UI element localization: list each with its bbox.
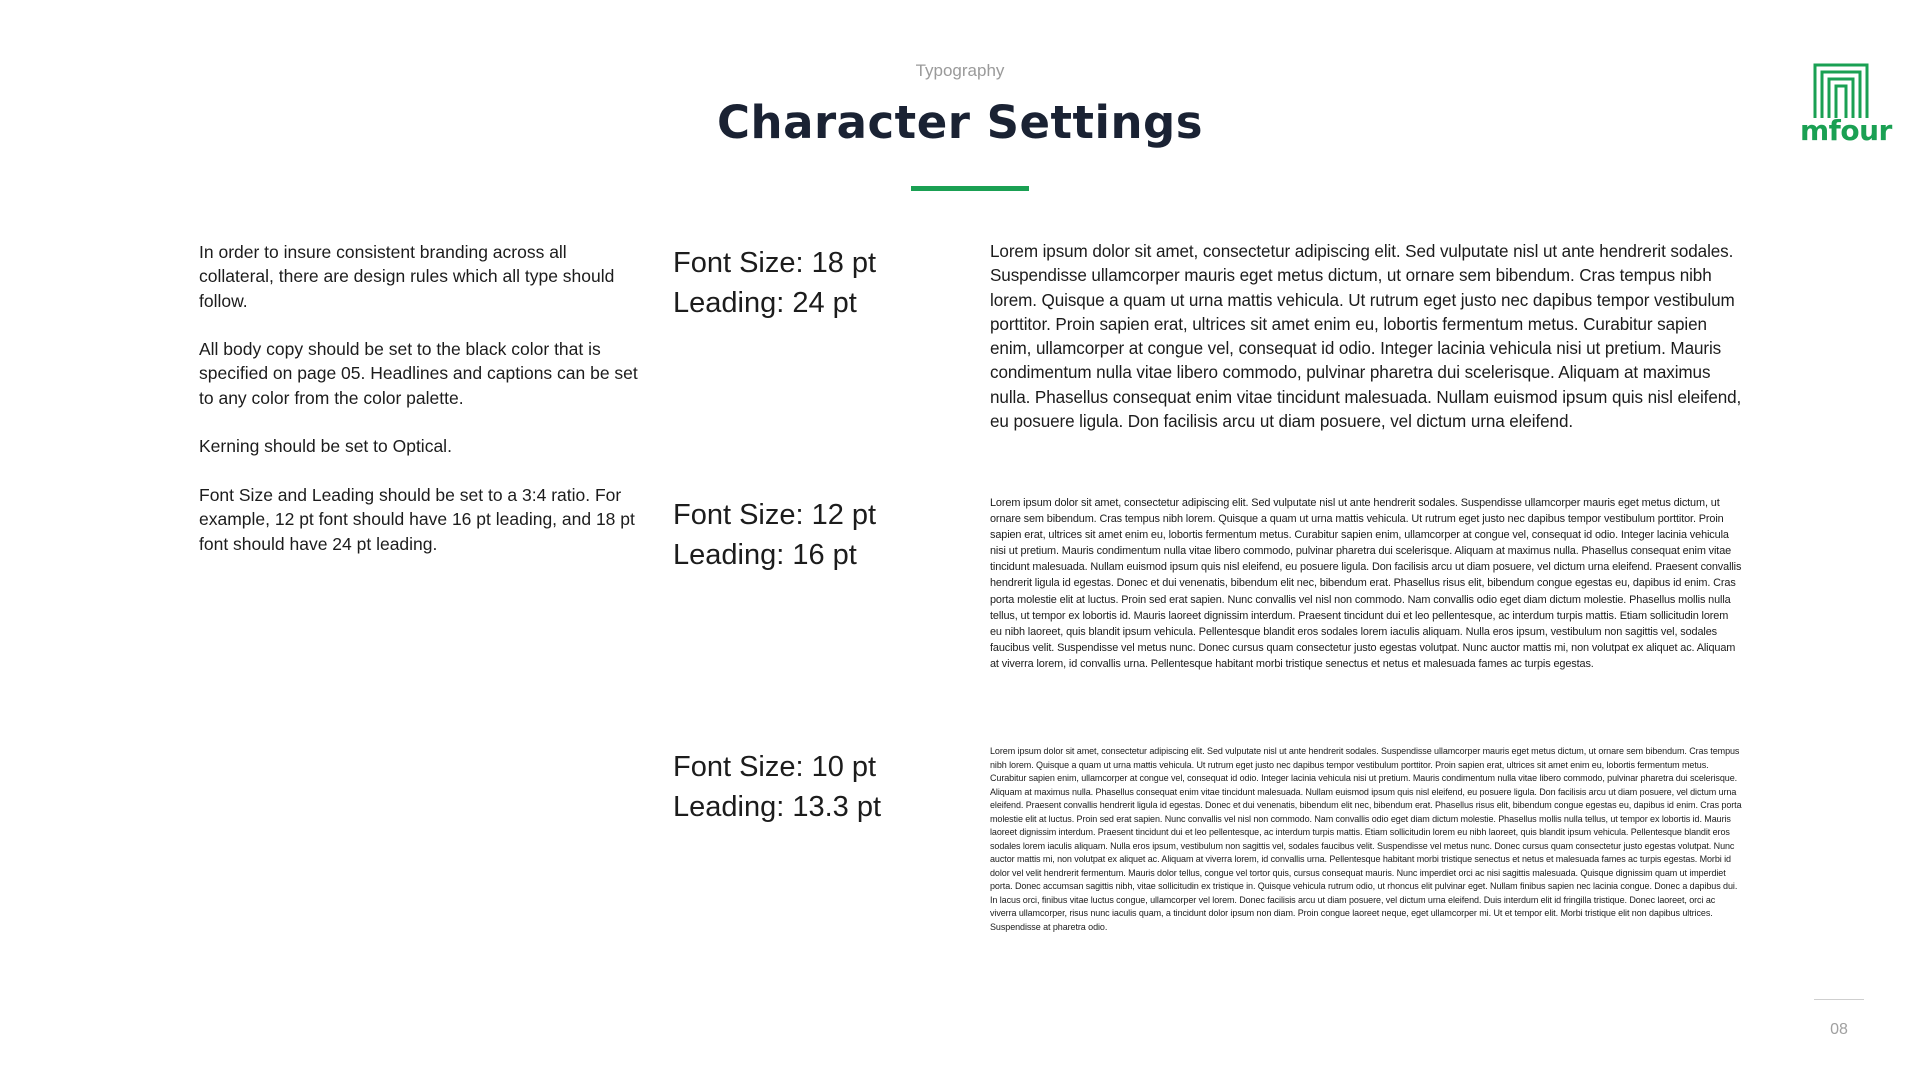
intro-paragraph: In order to insure consistent branding across all collateral, there are design rules which all type should follow. — [199, 242, 615, 311]
page-number: 08 — [1830, 1021, 1848, 1038]
spec-font-size: Font Size: 10 pt — [673, 751, 877, 783]
spec-font-size: Font Size: 18 pt — [673, 247, 877, 279]
spec-leading: Leading: 16 pt — [673, 539, 857, 571]
logo-wordmark: mfour — [1800, 114, 1892, 147]
section-label: Typography — [915, 61, 1005, 80]
sample-text-12pt: Lorem ipsum dolor sit amet, consectetur adipiscing elit. Sed vulputate nisl ut ante hendrerit sodales. Suspendisse ullamcorper mauris eget metus dictum, ut ornare sem bibendum. Cras tempus nibh lorem. Quisque a quam ut urna mattis vehicula. Ut rutrum eget justo nec dapibus tempor vestibulum porttitor. Proin sapien erat, ultrices sit amet enim eu, lobortis fermentum metus. Curabitur sapien enim, ullamcorper at congue vel, consequat id odio. Integer lacinia vehicula nisi ut pretium. Mauris condimentum nulla vitae libero commodo, pulvinar pharetra dui scelerisque. Aliquam at maximus nulla. Phasellus consequat enim vitae tincidunt malesuada. Nullam euismod ipsum quis nisl eleifend, eu posuere ligula. Don facilisis arcu ut diam posuere, vel dictum urna eleifend. Praesent convallis hendrerit ligula id egestas. Donec et dui venenatis, bibendum elit nec, bibendum erat. Phasellus risus elit, bibendum congue egestas eu, dapibus id enim. Cras porta molestie elit at luctus. Proin sed erat sapien. Nunc convallis vel nisl non commodo. Nam convallis odio eget diam dictum molestie. Phasellus mollis nulla tellus, ut tempor ex lobortis id. Mauris laoreet dignissim interdum. Praesent tincidunt dui et leo pellentesque, ac interdum turpis mattis. Etiam sollicitudin lorem eu nibh laoreet, quis blandit ipsum vehicula. Pellentesque blandit eros sodales lorem iaculis aliquam. Nulla eros ipsum, vestibulum non sagittis vel, sodales faucibus velit. Suspendisse vel metus nunc. Donec cursus quam consectetur justo egestas volutpat. Nunc auctor mattis mi, non volutpat ex aliquet ac. Aliquam at viverra lorem, id convallis urna. Pellentesque habitant morbi tristique senectus et netus et malesuada fames ac turpis egestas. — [990, 497, 1742, 670]
intro-text — [199, 240, 639, 580]
brand-logo — [1800, 62, 1892, 152]
intro-paragraph: All body copy should be set to the black color that is specified on page 05. Headlines and captions can be set to any color from the color palette. — [199, 339, 638, 408]
spec-12pt — [673, 495, 953, 575]
intro-paragraph: Kerning should be set to Optical. — [199, 436, 452, 457]
sample-text-10pt: Lorem ipsum dolor sit amet, consectetur adipiscing elit. Sed vulputate nisl ut ante hendrerit sodales. Suspendisse ullamcorper mauris eget metus dictum, ut ornare sem bibendum. Cras tempus nibh lorem. Quisque a quam ut urna mattis vehicula. Ut rutrum eget justo nec dapibus tempor vestibulum porttitor. Proin sapien erat, ultrices sit amet enim eu, lobortis fermentum metus. Curabitur sapien enim, ullamcorper at congue vel, consequat id odio. Integer lacinia vehicula nisi ut pretium. Mauris condimentum nulla vitae libero commodo, pulvinar pharetra dui scelerisque. Aliquam at maximus nulla. Phasellus consequat enim vitae tincidunt malesuada. Nullam euismod ipsum quis nisl eleifend, eu posuere ligula. Don facilisis arcu ut diam posuere, vel dictum urna eleifend. Praesent convallis hendrerit ligula id egestas. Donec et dui venenatis, bibendum elit nec, bibendum erat. Phasellus risus elit, bibendum congue egestas eu, dapibus id enim. Cras porta molestie elit at luctus. Proin sed erat sapien. Nunc convallis vel nisl non commodo. Nam convallis odio eget diam dictum molestie. Phasellus mollis nulla tellus, ut tempor ex lobortis id. Mauris laoreet dignissim interdum. Praesent tincidunt dui et leo pellentesque, ac interdum turpis mattis. Etiam sollicitudin lorem eu nibh laoreet, quis blandit ipsum vehicula. Pellentesque blandit eros sodales lorem iaculis aliquam. Nulla eros ipsum, vestibulum non sagittis vel, sodales faucibus velit. Suspendisse vel metus nunc. Donec cursus quam consectetur justo egestas volutpat. Nunc auctor mattis mi, non volutpat ex aliquet ac. Aliquam at viverra lorem, id convallis urna. Pellentesque habitant morbi tristique senectus et netus et malesuada fames ac turpis egestas. Morbi id dolor vel velit hendrerit fermentum. Mauris dolor tellus, congue vel tortor quis, cursus consequat mauris. Nunc imperdiet orci ac nisi sagittis malesuada. Quisque dignissim quam ut imperdiet porta. Donec accumsan sagittis nibh, vitae sollicitudin ex tristique in. Quisque vehicula rutrum odio, ut rhoncus elit pulvinar eget. Nullam finibus sapien nec lacinia congue. Donec a dapibus dui. In lacus orci, finibus vitae luctus congue, ullamcorper vel lorem. Donec facilisis arcu ut diam posuere, vel dictum urna eleifend. Duis interdum elit id fringilla tristique. Donec laoreet, orci ac viverra ullamcorper, risus nunc iaculis quam, a tincidunt dolor ipsum non diam. Proin congue laoreet neque, eget ullamcorper mi. Ut et tempor elit. Morbi tristique elit non dapibus ultrices. Suspendisse at pharetra odio. — [990, 746, 1742, 932]
intro-paragraph: Font Size and Leading should be set to a 3:4 ratio. For example, 12 pt font should have 16 pt leading, and 18 pt font should have 24 pt leading. — [199, 484, 635, 554]
spec-font-size: Font Size: 12 pt — [673, 499, 877, 531]
page-title: Character Settings — [717, 96, 1203, 149]
sample-text-18pt: Lorem ipsum dolor sit amet, consectetur adipiscing elit. Sed vulputate nisl ut ante hendrerit sodales. Suspendisse ullamcorper mauris eget metus dictum, ut ornare sem bibendum. Cras tempus nibh lorem. Quisque a quam ut urna mattis vehicula. Ut rutrum eget justo nec dapibus tempor vestibulum porttitor. Proin sapien erat, ultrices sit amet enim eu, lobortis fermentum metus. Curabitur sapien enim, ullamcorper at congue vel, consequat id odio. Integer lacinia vehicula nisi ut pretium. Mauris condimentum nulla vitae libero commodo, pulvinar pharetra dui scelerisque. Aliquam at maximus nulla. Phasellus consequat enim vitae tincidunt malesuada. Nullam euismod ipsum quis nisl eleifend, eu posuere ligula. Don facilisis arcu ut diam posuere, vel dictum urna eleifend. — [990, 242, 1742, 432]
spec-leading: Leading: 24 pt — [673, 287, 857, 319]
nested-arches-logo-icon — [1812, 62, 1870, 118]
spec-18pt — [673, 243, 953, 323]
spec-10pt — [673, 747, 953, 827]
spec-leading: Leading: 13.3 pt — [673, 791, 882, 823]
footer-divider — [1814, 999, 1864, 1000]
title-underline — [911, 186, 1029, 191]
